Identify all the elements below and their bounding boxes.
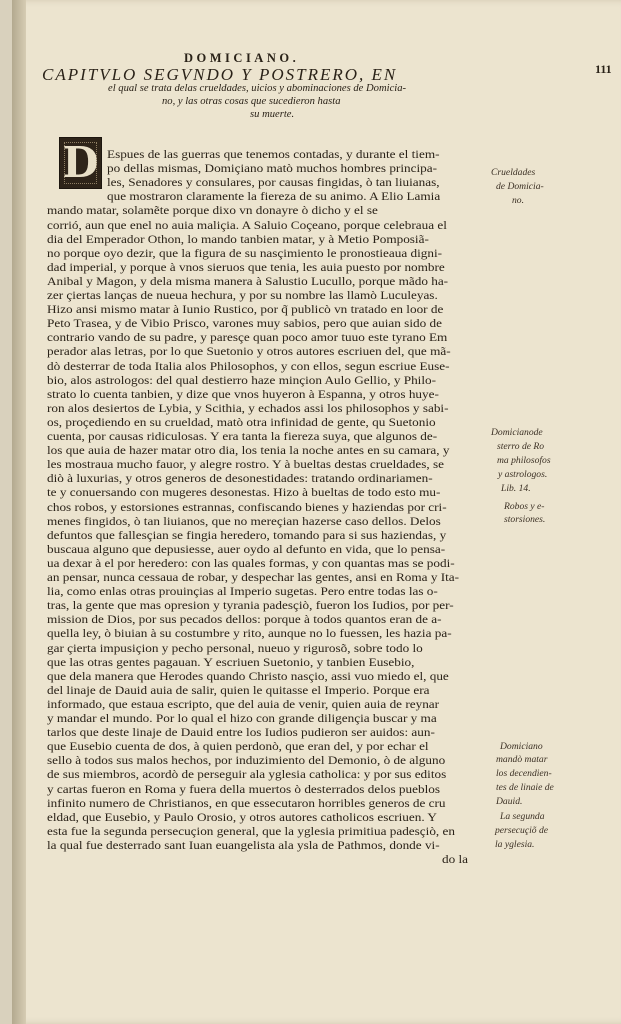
text-line: Anibal y Magon, y dela misma manera à Salustio Lucullo, porque mãdo ha- — [47, 275, 449, 288]
text-line: contrario vando de su padre, y paresçe quan poco amor tuuo este tyrano Em — [47, 332, 448, 345]
marginal-note: ma philosofos — [497, 455, 551, 466]
text-line: del linaje de Dauid auia de salir, quien le quitasse el Imperio. Porque era — [47, 684, 430, 697]
text-line: do la — [442, 854, 469, 866]
text-line: an pensar, nunca cessaua de robar, y despechar las gentes, ansi en Roma y Ita- — [47, 572, 460, 584]
text-line: perador alas letras, por lo que Suetonio y otros autores escriuen del, que mã- — [47, 346, 451, 359]
running-head: DOMICIANO. — [184, 51, 300, 65]
text-line: la qual fue desterrado sant Iuan euangelista ala ysla de Pathmos, donde vi- — [47, 839, 440, 852]
marginal-note: Domiciano — [500, 741, 543, 752]
text-line: tarlos que deste linaje de Dauid entre los Iudios pudieron ser auidos: aun- — [47, 727, 435, 740]
marginal-note: de Domicia- — [496, 181, 544, 192]
text-line: gar çierta impusiçion y pecho personal, nueuo y rigurosõ, sobre todo lo — [47, 642, 423, 655]
text-line: eldad, que Eusebio, y Paulo Orosio, y otros autores catholicos escriuen. Y — [47, 811, 437, 824]
text-line: que Eusebio cuenta de dos, à quien perdonò, que eran del, y por echar el — [47, 741, 429, 754]
text-line: bio, alos astrologos: del qual destierro haze minçion Aulo Gellio, y Philo- — [47, 374, 437, 387]
text-line: menes fingidos, ò tan liuianos, que no mereçian hazerse caso dellos. Delos — [47, 515, 441, 528]
text-line: ua dexar à el por heredero: con las quales formas, y con quantas mas se podi- — [47, 557, 455, 570]
text-line: tras, la gente que mas opresion y tyrania padesçiò, fueron los Iudios, por per- — [47, 600, 454, 613]
text-line: po dellas mismas, Domiçiano matò muchos hombres principa- — [107, 163, 437, 176]
text-line: sello à todos sus malos hechos, por induzimiento del Demonio, ò de alguno — [47, 755, 446, 768]
text-line: dad imperial, y porque à vnos sieruos que tenia, les auia puesto por nombre — [47, 261, 445, 274]
text-line: que dela manera que Herodes quando Christo nasçio, assi vuo miedo el, que — [47, 670, 449, 683]
marginal-note: Robos y e- — [504, 501, 545, 512]
chapter-title: CAPITVLO SEGVNDO Y POSTRERO, EN — [42, 65, 398, 84]
text-line: Espues de las guerras que tenemos contadas, y durante el tiem- — [107, 149, 440, 161]
text-line: te y conuersando con mugeres desonestas. Hizo à bueltas de todo esto mu- — [47, 487, 441, 500]
text-line: esta fue la segunda persecuçion general, que la yglesia primitiua padesçiò, en — [47, 825, 455, 838]
text-line: informado, que estaua escripto, que del auia de venir, quien auia de reynar — [47, 698, 440, 711]
marginal-note: persecuçiõ de — [495, 825, 549, 836]
marginal-note: y astrologos. — [498, 469, 548, 480]
subtitle-line: su muerte. — [250, 109, 295, 120]
page-gutter — [12, 0, 26, 1024]
marginal-note: mandò matar — [496, 754, 548, 765]
marginal-note: la yglesia. — [495, 839, 535, 850]
text-line: strato lo cuenta tanbien, y dize que vnos huyeron à Espanna, y otros huye- — [47, 388, 439, 401]
text-line: les, Senadores y consulares, por causas fingidas, ò tan liuianas, — [107, 177, 440, 190]
text-line: y mandar el mundo. Por lo qual el hizo con grande diligençia buscar y ma — [47, 713, 437, 725]
subtitle-line: no, y las otras cosas que sucedieron hasta — [162, 96, 341, 107]
marginal-note: storsiones. — [504, 514, 546, 525]
text-line: infinito numero de Christianos, en que essecutaron horribles generos de cru — [47, 797, 446, 810]
text-line: quella ley, ò biuian à su costumbre y rito, aunque no lo fuessen, les hazia pa- — [47, 628, 452, 641]
text-line: de sus miembros, acordò de perseguir ala yglesia catholica: y por sus editos — [47, 769, 447, 782]
marginal-note: no. — [512, 195, 524, 206]
text-line: y cartas fueron en Roma y fuera della muertos ò desterrados delos pueblos — [47, 783, 440, 796]
text-line: dia del Emperador Othon, lo mando tanbien matar, y à Metio Pomposiã- — [47, 233, 429, 246]
text-line: buscaua alguno que depusiesse, auer oydo al defunto en vida, que lo pensa- — [47, 543, 446, 556]
subtitle-line: el qual se trata delas crueldades, uicios y abominaciones de Domicia- — [108, 83, 407, 94]
text-line: les mostraua mucho fauor, y alegre rostro. Y à bueltas destas crueldades, se — [47, 459, 444, 472]
text-line: mission de Dios, por sus pecados dellos: porque à todos quantos eran de a- — [47, 614, 442, 627]
marginal-note: La segunda — [500, 811, 545, 822]
text-line: no porque oyo dezir, que la figura de su nasçimiento le pronostieaua digni- — [47, 247, 443, 260]
drop-cap-initial: D — [59, 137, 102, 189]
marginal-note: Domicianode — [491, 427, 543, 438]
marginal-note: tes de linaie de — [496, 782, 554, 793]
text-line: os, proçediendo en su crueldad, matò otra infinidad de gente, qu Suetonio — [47, 416, 436, 429]
text-line: ron alos desiertos de Lybia, y Scithia, y echados assi los philosophos y sabi- — [47, 402, 449, 415]
text-line: cuenta, por causas ridiculosas. Y era tanta la fiereza suya, que algunos de- — [47, 431, 438, 443]
text-line: los que auia de hazer matar otro dia, los tenia la noche antes en su camara, y — [47, 445, 450, 458]
text-line: mando matar, solamẽte porque dixo vn donayre ò dicho y el se — [47, 205, 378, 218]
text-line: dò desterrar de toda Italia alos Philosophos, y con ellos, segun escriue Euse- — [47, 360, 450, 373]
text-line: que mostraron claramente la fiereza de su animo. A Elio Lamia — [107, 191, 441, 204]
text-line: Hizo ansi mismo matar à Iunio Rustico, por q̃ publicò vn tratado en loor de — [47, 304, 444, 317]
marginal-note: Lib. 14. — [501, 483, 531, 494]
marginal-note: Crueldades — [491, 167, 536, 178]
text-line: diò à luxurias, y otros generos de desonestidades: tratando ordinariamen- — [47, 473, 433, 486]
text-line: lia, como enlas otras prouinçias al Imperio sugetas. Pero entre todas las o- — [47, 586, 438, 599]
marginal-note: los decendien- — [496, 768, 552, 779]
book-page — [12, 0, 621, 1024]
text-line: zer çiertas lanças de nueua hechura, y por su nombre las llamò Luculeyas. — [47, 290, 438, 302]
text-line: chos robos, y estorsiones estrannas, confiscando bienes y haziendas por cri- — [47, 501, 447, 514]
folio-number: 111 — [595, 62, 612, 76]
marginal-note: sterro de Ro — [497, 441, 545, 452]
text-line: defuntos que fallesçian se fingia heredero, tomando para si sus haziendas, y — [47, 529, 447, 542]
text-line: Peto Trasea, y de Vibio Prisco, varones muy sabios, pero que auian sido de — [47, 318, 442, 331]
marginal-note: Dauid. — [496, 796, 523, 807]
text-line: corrió, aun que enel no auia maliçia. A Saluio Coçeano, porque celebraua el — [47, 219, 447, 232]
text-line: que las otras gentes pagauan. Y escriuen Suetonio, y tanbien Eusebio, — [47, 656, 415, 669]
